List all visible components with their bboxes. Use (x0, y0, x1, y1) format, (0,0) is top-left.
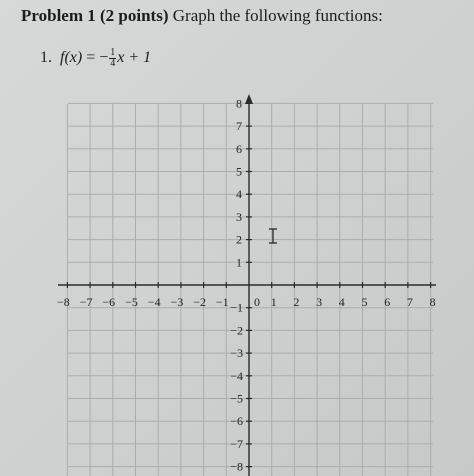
x-tick-label: 0 (254, 295, 260, 309)
text-cursor-icon (269, 229, 277, 243)
x-tick-label: −3 (170, 295, 184, 309)
x-tick-label: −7 (79, 295, 93, 309)
item-number: 1. (40, 49, 52, 67)
grid-lines (67, 103, 433, 476)
x-tick-label: 4 (338, 295, 345, 309)
x-tick-label: 8 (429, 295, 436, 309)
x-tick-label: −4 (147, 295, 161, 309)
y-tick-label: −1 (230, 300, 243, 315)
y-tick-label: −4 (230, 368, 243, 383)
y-tick-label: −8 (230, 459, 243, 474)
y-tick-label: 4 (236, 187, 242, 202)
y-tick-label: −2 (230, 323, 243, 338)
y-axis-arrow-icon (245, 94, 253, 104)
y-tick-label: −5 (230, 391, 243, 406)
y-tick-label: 6 (236, 141, 242, 156)
y-tick-label: −6 (230, 414, 243, 429)
y-tick-label: 3 (236, 209, 242, 224)
problem-instruction: Graph the following functions: (172, 6, 383, 25)
minus-sign: − (99, 49, 109, 67)
x-tick-label: 2 (293, 295, 300, 309)
y-tick-label: 2 (236, 232, 242, 247)
y-tick-label: 5 (236, 164, 242, 179)
x-tick-label: −5 (125, 295, 138, 309)
y-tick-label: 8 (236, 96, 242, 111)
x-tick-label: −8 (57, 295, 70, 309)
fraction-numerator: 1 (110, 47, 116, 58)
problem-points: (2 points) (100, 6, 169, 25)
function-rest: x + 1 (117, 49, 152, 67)
axes (58, 94, 436, 476)
x-tick-label: 7 (406, 295, 413, 309)
y-tick-label: 7 (236, 119, 242, 134)
x-tick-label: 1 (270, 295, 277, 309)
y-tick-label: −7 (230, 436, 243, 451)
x-tick-label: 6 (384, 295, 391, 309)
fraction-denominator: 4 (110, 58, 116, 69)
x-tick-label: −6 (102, 295, 116, 309)
x-tick-label: 3 (316, 295, 323, 309)
x-tick-label: 5 (361, 295, 368, 309)
x-tick-label: −2 (193, 295, 206, 309)
x-axis-labels (57, 295, 436, 309)
y-tick-label: −3 (230, 346, 243, 361)
problem-title: Problem 1 (21, 6, 96, 25)
y-tick-label: 1 (236, 255, 242, 270)
x-tick-label: −1 (215, 295, 229, 309)
equals-sign: = (86, 49, 96, 67)
function-lhs: f(x) (60, 49, 83, 67)
